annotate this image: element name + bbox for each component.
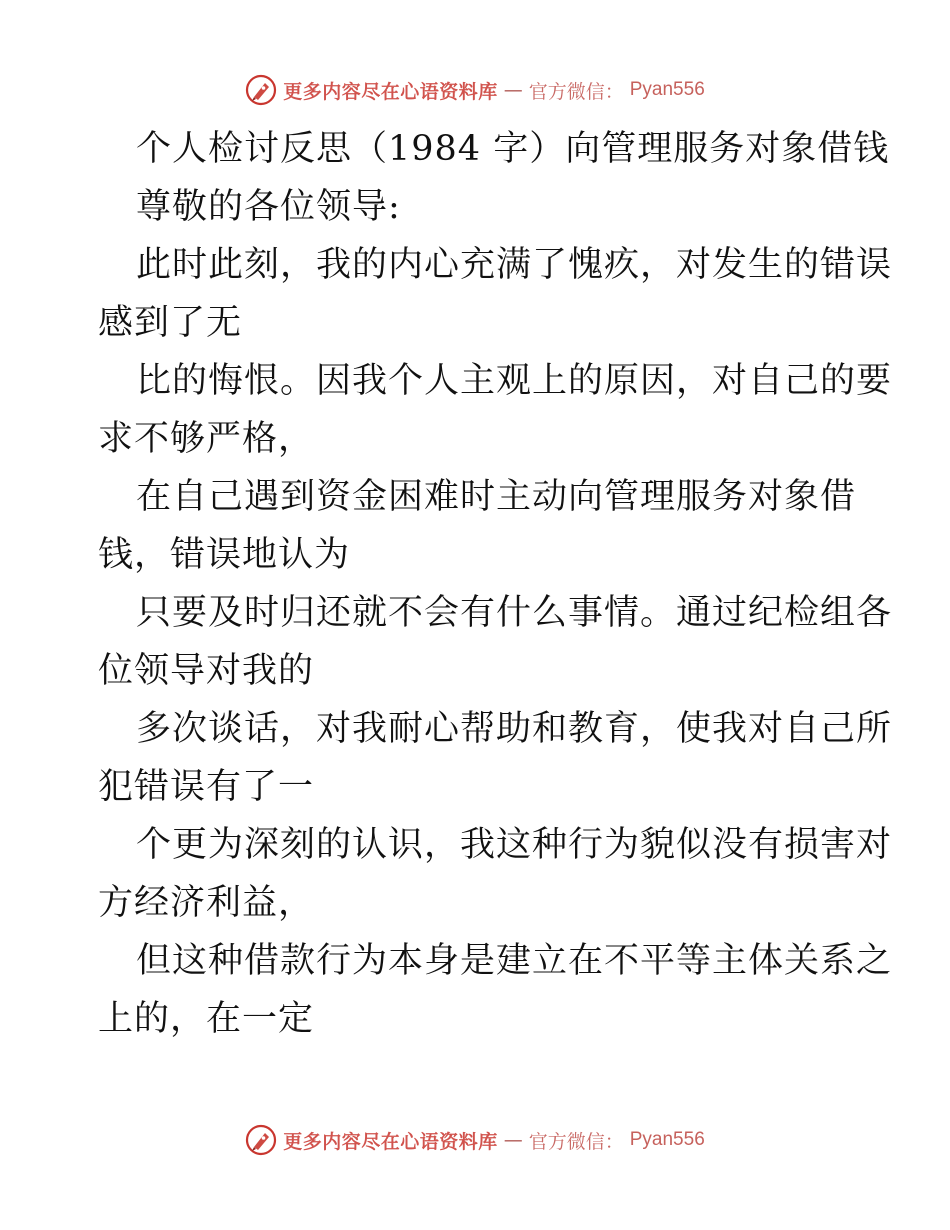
paragraph-line: 多次谈话，对我耐心帮助和教育，使我对自己所 [136, 709, 893, 749]
paragraph-line: 在自己遇到资金困难时主动向管理服务对象借 [136, 477, 857, 517]
banner-wechat-label: 官方微信： [528, 1130, 624, 1153]
banner-wechat-label: 官方微信： [528, 80, 624, 103]
banner-wechat-id: Pyan556 [629, 1129, 705, 1150]
header-banner [0, 70, 950, 110]
banner-site-text: 更多内容尽在心语资料库 [283, 1130, 498, 1153]
salutation: 尊敬的各位领导: [136, 187, 401, 227]
banner-separator: — [503, 1129, 523, 1151]
banner-site-text: 更多内容尽在心语资料库 [283, 80, 498, 103]
paragraph-line: 感到了无 [98, 303, 243, 343]
paragraph-line: 个更为深刻的认识，我这种行为貌似没有损害对 [136, 825, 893, 865]
banner-wechat-id: Pyan556 [629, 79, 705, 100]
paragraph-line: 钱，错误地认为 [98, 535, 351, 575]
paragraph-line: 犯错误有了一 [98, 767, 315, 807]
paragraph-line: 比的悔恨。因我个人主观上的原因，对自己的要 [136, 361, 893, 401]
banner-separator: — [503, 79, 523, 101]
paragraph-line: 位领导对我的 [98, 651, 315, 691]
pen-nib-logo-icon [245, 1124, 277, 1156]
paragraph-line: 上的，在一定 [98, 999, 315, 1039]
document-title: 个人检讨反思（1984 字）向管理服务对象借钱 [136, 129, 890, 169]
paragraph-line: 方经济利益， [98, 883, 315, 923]
document-body [98, 120, 893, 1048]
paragraph-line: 只要及时归还就不会有什么事情。通过纪检组各 [136, 593, 893, 633]
paragraph-line: 此时此刻，我的内心充满了愧疚，对发生的错误 [136, 245, 893, 285]
footer-banner [0, 1120, 950, 1160]
paragraph-line: 求不够严格， [98, 419, 315, 459]
pen-nib-logo-icon [245, 74, 277, 106]
paragraph-line: 但这种借款行为本身是建立在不平等主体关系之 [136, 941, 893, 981]
